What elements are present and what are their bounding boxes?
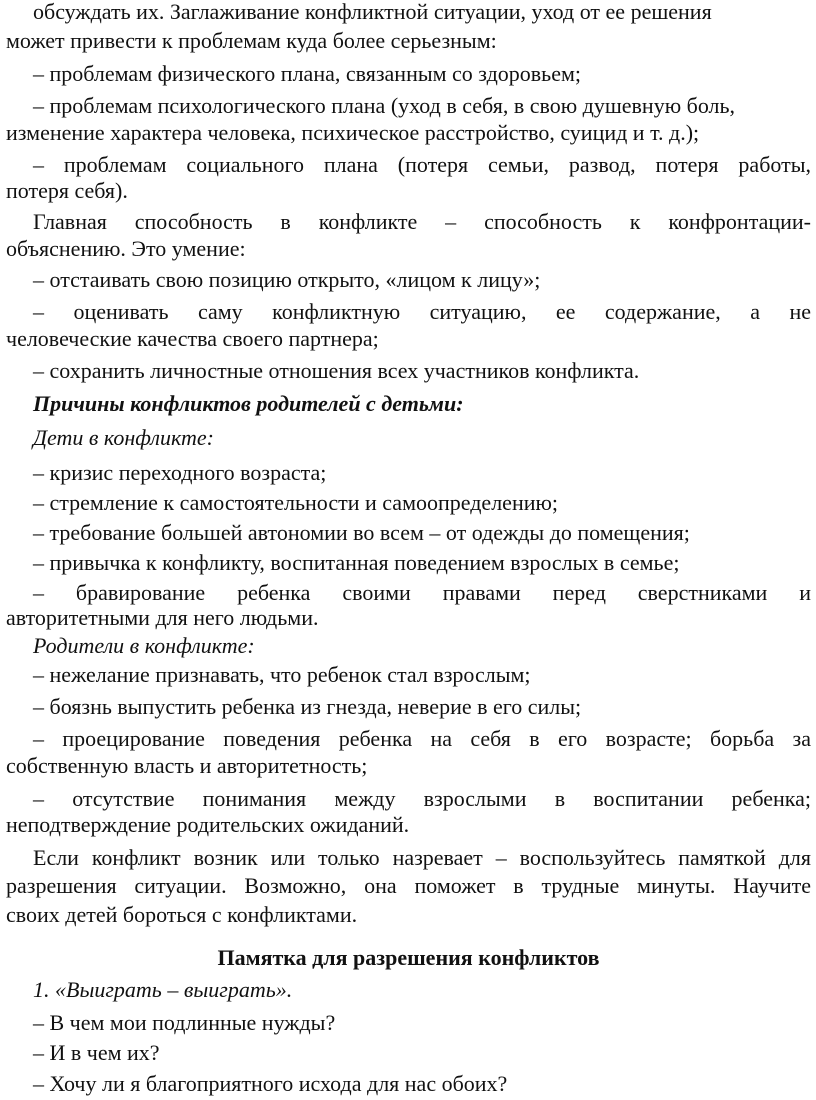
paragraph-line: собственную власть и авторитетность; [6,753,368,778]
list-item: – отсутствие понимания между взрослыми в воспитании ребенка; [33,786,811,811]
paragraph-line: неподтверждение родительских ожиданий. [6,812,410,837]
paragraph-line: потеря себя). [6,178,128,203]
paragraph-line: объяснению. Это умение: [6,236,246,261]
list-item: – нежелание признавать, что ребенок стал взрослым; [33,662,531,687]
list-item: – сохранить личностные отношения всех участников конфликта. [33,358,640,383]
list-item: – кризис переходного возраста; [33,460,327,485]
paragraph-line: изменение характера человека, психическое расстройство, суицид и т. д.); [6,120,700,145]
paragraph-line: Главная способность в конфликте – способность к конфронтации- [33,209,811,234]
list-item: – стремление к самостоятельности и самоопределению; [33,490,559,515]
paragraph-line: обсуждать их. Заглаживание конфликтной ситуации, уход от ее решения [33,0,712,24]
section-heading: Причины конфликтов родителей с детьми: [33,391,464,416]
list-item: – отстаивать свою позицию открыто, «лицом к лицу»; [33,267,541,292]
paragraph-line: человеческие качества своего партнера; [6,326,379,351]
list-item: – В чем мои подлинные нужды? [33,1010,336,1035]
paragraph-line: своих детей бороться с конфликтами. [6,902,358,927]
list-item: – оценивать саму конфликтную ситуацию, ее содержание, а не [33,299,811,324]
list-item: – Хочу ли я благоприятного исхода для нас обоих? [33,1071,508,1096]
subheading: Дети в конфликте: [33,425,214,450]
list-item: – проблемам физического плана, связанным со здоровьем; [33,61,582,86]
list-item: – бравирование ребенка своими правами перед сверстниками и [33,580,811,605]
paragraph-line: разрешения ситуации. Возможно, она поможет в трудные минуты. Научите [6,873,811,898]
list-item: – привычка к конфликту, воспитанная поведением взрослых в семье; [33,550,680,575]
list-item: – проблемам социального плана (потеря семьи, развод, потеря работы, [33,152,811,177]
list-item: – проблемам психологического плана (уход в себя, в свою душевную боль, [33,93,736,118]
list-item: – И в чем их? [33,1040,160,1065]
memo-item-heading: 1. «Выиграть – выиграть». [33,977,293,1002]
paragraph-line: авторитетными для него людьми. [6,605,319,630]
subheading: Родители в конфликте: [33,633,255,658]
list-item: – боязнь выпустить ребенка из гнезда, неверие в его силы; [33,694,582,719]
memo-title: Памятка для разрешения конфликтов [217,945,600,970]
list-item: – требование большей автономии во всем – от одежды до помещения; [33,520,690,545]
list-item: – проецирование поведения ребенка на себя в его возрасте; борьба за [33,726,811,751]
paragraph-line: может привести к проблемам куда более серьезным: [6,28,497,53]
paragraph-line: Если конфликт возник или только назревает – воспользуйтесь памяткой для [33,845,811,870]
